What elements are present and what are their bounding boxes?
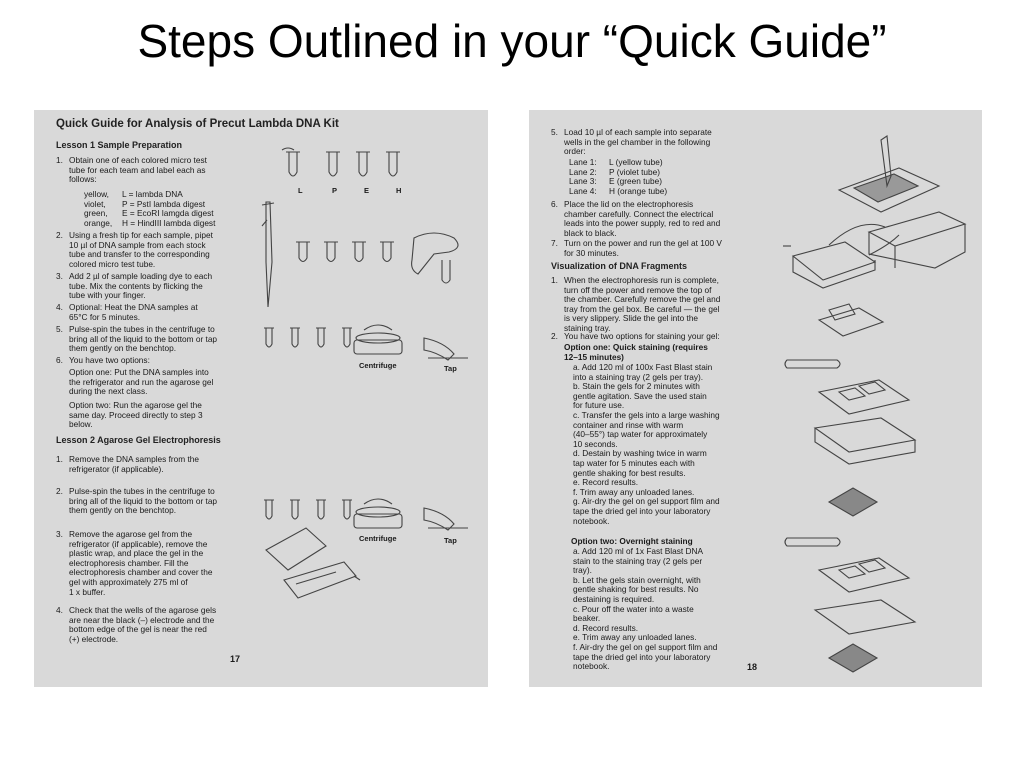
tube-letter: H: [396, 186, 402, 195]
tube-letter: L: [298, 186, 303, 195]
staining-tray-icon: [819, 380, 909, 414]
option-one-item: e. Record results.: [573, 477, 639, 488]
step-text: You have two options:: [69, 355, 150, 365]
step-number: 5.: [551, 127, 558, 137]
option-one-item: c. Transfer the gels into a large washing container and rinse with warm (40–55°) tap water for approximately 10 seconds.: [573, 409, 720, 449]
step-number: 3.: [56, 529, 63, 539]
centrifuge-caption: Centrifuge: [359, 534, 397, 543]
step-text: Check that the wells of the agarose gels are near the black (–) electrode and the bottom edge of the gel is near the red (+) electrode.: [69, 605, 217, 644]
micro-tube-icon: [316, 500, 326, 519]
step-text: Add 2 µl of sample loading dye to each tube. Mix the contents by flicking the tube with your finger.: [69, 271, 213, 301]
step-number: 4.: [56, 302, 63, 312]
slide-title: Steps Outlined in your “Quick Guide”: [137, 15, 887, 67]
page-number-18: 18: [747, 662, 758, 672]
step-text: Remove the DNA samples from the refrigerator (if applicable).: [69, 454, 200, 474]
step-number: 7.: [551, 238, 558, 248]
label-def: L = lambda DNA: [122, 189, 183, 199]
micro-tube-icon: [342, 328, 352, 347]
tap-hand-icon: [424, 508, 468, 530]
option-two-item: f. Air-dry the gel on gel support film and tape the dried gel into your laboratory notebook.: [573, 641, 718, 672]
loading-chamber-icon: [839, 136, 939, 212]
step-number: 1.: [56, 454, 63, 464]
centrifuge-icon: [354, 325, 402, 354]
step-number: 6.: [551, 199, 558, 209]
label-color: violet,: [84, 198, 106, 209]
option-two-text: Option two: Run the agarose gel the same day. Proceed directly to step 3 below.: [69, 400, 203, 430]
micro-tube-icon: [264, 500, 274, 519]
page-17-title: Quick Guide for Analysis of Precut Lambda DNA Kit: [56, 118, 339, 130]
option-one-item: f. Trim away any unloaded lanes.: [573, 486, 695, 497]
step-number: 1.: [551, 275, 558, 285]
visualization-heading: Visualization of DNA Fragments: [551, 261, 688, 271]
micro-tube-icon: [352, 242, 366, 262]
lane-value: P (violet tube): [609, 166, 661, 177]
hand-flick-icon: [412, 233, 458, 283]
pipette-icon: [262, 202, 274, 307]
micro-tube-icon: [356, 152, 370, 176]
micro-tube-icon: [282, 148, 300, 176]
step-text: When the electrophoresis run is complete, turn off the power and remove the top of the chamber. Carefully remove the gel and tray from the gel box. Be careful — the gel is very slippery. Slide the gel into the staining tray.: [564, 275, 721, 333]
lesson-2-heading: Lesson 2 Agarose Gel Electrophoresis: [56, 435, 221, 445]
page-17-scan: [34, 110, 488, 687]
tap-caption: Tap: [444, 364, 457, 373]
tube-letter: E: [364, 186, 370, 195]
step-number: 2.: [551, 331, 558, 341]
lane-value: H (orange tube): [609, 185, 668, 196]
option-two-item: a. Add 120 ml of 1x Fast Blast DNA stain to the staining tray (2 gels per tray).: [573, 546, 704, 576]
stain-bottle-icon: [785, 538, 840, 546]
gel-drying-icon: [829, 488, 877, 516]
option-one-item: b. Stain the gels for 2 minutes with gentle agitation. Save the used stain for future use.: [573, 381, 707, 411]
lane-label: Lane 1:: [569, 157, 597, 167]
micro-tube-icon: [380, 242, 394, 262]
option-one-item: a. Add 120 ml of 100x Fast Blast stain into a staining tray (2 gels per tray).: [573, 362, 713, 382]
label-color: yellow,: [84, 189, 109, 199]
lane-label: Lane 2:: [569, 166, 597, 177]
label-def: H = HindIII lambda digest: [122, 217, 216, 228]
step-number: 4.: [56, 605, 63, 615]
gel-drying-icon: [829, 644, 877, 672]
power-supply-icon: [869, 212, 965, 268]
step-text: You have two options for staining your gel:: [564, 331, 720, 341]
page-17-illustrations: [34, 110, 488, 687]
micro-tube-icon: [264, 328, 274, 347]
step-text: Optional: Heat the DNA samples at 65°C for 5 minutes.: [69, 302, 198, 322]
lane-label: Lane 3:: [569, 176, 597, 187]
lane-label: Lane 4:: [569, 185, 597, 196]
label-def: E = EcoRI lamgda digest: [122, 208, 214, 219]
step-number: 5.: [56, 324, 63, 334]
lesson-1-heading: Lesson 1 Sample Preparation: [56, 140, 183, 150]
waste-beaker-icon: [815, 600, 915, 634]
step-text: Using a fresh tip for each sample, pipet 10 µl of DNA sample from each stock tube and transfer to the corresponding colored micro test tube.: [69, 230, 213, 269]
page-18-scan: [529, 110, 982, 687]
page-number-17: 17: [230, 654, 241, 664]
step-text: Remove the agarose gel from the refrigerator (if applicable), remove the plastic wrap, and place the gel in the electrophoresis chamber. Fill the electrophoresis chamber and cover the gel with approximately 275 ml of 1 x buffer.: [69, 529, 213, 597]
micro-tube-icon: [290, 500, 300, 519]
stain-bottle-icon: [785, 360, 840, 368]
slide-gel-icon: [819, 304, 883, 336]
micro-tube-icon: [324, 242, 338, 262]
option-two-item: e. Trim away any unloaded lanes.: [573, 632, 697, 643]
step-number: 2.: [56, 230, 63, 240]
option-one-heading: Option one: Quick staining (requires 12–15 minutes): [564, 342, 708, 362]
step-number: 3.: [56, 271, 63, 281]
micro-tube-icon: [296, 242, 310, 262]
step-text: Load 10 µl of each sample into separate wells in the gel chamber in the following order:: [564, 127, 712, 157]
micro-tube-icon: [290, 328, 300, 347]
option-one-text: Option one: Put the DNA samples into the refrigerator and run the agarose gel during the next class.: [69, 367, 214, 397]
centrifuge-icon: [354, 499, 402, 528]
label-def: P = PstI lambda digest: [122, 198, 206, 209]
wash-container-icon: [815, 418, 915, 464]
electrophoresis-chamber-icon: [266, 528, 360, 598]
lane-value: E (green tube): [609, 176, 663, 187]
option-two-item: c. Pour off the water into a waste beaker.: [573, 603, 694, 624]
tube-letter: P: [332, 186, 338, 195]
staining-tray-icon: [819, 558, 909, 592]
page-18-illustrations: [529, 110, 982, 687]
step-text: Turn on the power and run the gel at 100 V for 30 minutes.: [564, 238, 722, 258]
option-one-item: g. Air-dry the gel on gel support film and tape the dried gel into your laboratory notebook.: [573, 496, 720, 526]
tap-caption: Tap: [444, 536, 457, 545]
label-color: green,: [84, 208, 108, 219]
lane-value: L (yellow tube): [609, 157, 663, 167]
micro-tube-icon: [386, 152, 400, 176]
step-number: 1.: [56, 155, 63, 165]
step-text: Place the lid on the electrophoresis chamber carefully. Connect the electrical leads into the power supply, red to red and black to black.: [564, 199, 721, 238]
option-two-heading: Option two: Overnight staining: [571, 536, 693, 546]
step-text: Obtain one of each colored micro test tube for each team and label each as follows:: [69, 155, 207, 185]
step-number: 2.: [56, 486, 63, 496]
centrifuge-caption: Centrifuge: [359, 361, 397, 370]
label-color: orange,: [84, 217, 113, 228]
step-number: 6.: [56, 355, 63, 365]
step-text: Pulse-spin the tubes in the centrifuge to bring all of the liquid to the bottom or tap them gently on the benchtop.: [69, 486, 218, 516]
tap-hand-icon: [424, 338, 468, 360]
micro-tube-icon: [316, 328, 326, 347]
micro-tube-icon: [326, 152, 340, 176]
option-two-item: d. Record results.: [573, 622, 639, 633]
option-two-item: b. Let the gels stain overnight, with gentle shaking for best results. No destaining is required.: [573, 574, 701, 604]
option-one-item: d. Destain by washing twice in warm tap water for 5 minutes each with gentle shaking for best results.: [573, 448, 707, 478]
step-text: Pulse-spin the tubes in the centrifuge to bring all of the liquid to the bottom or tap them gently on the benchtop.: [69, 324, 218, 354]
micro-tube-icon: [342, 500, 352, 519]
